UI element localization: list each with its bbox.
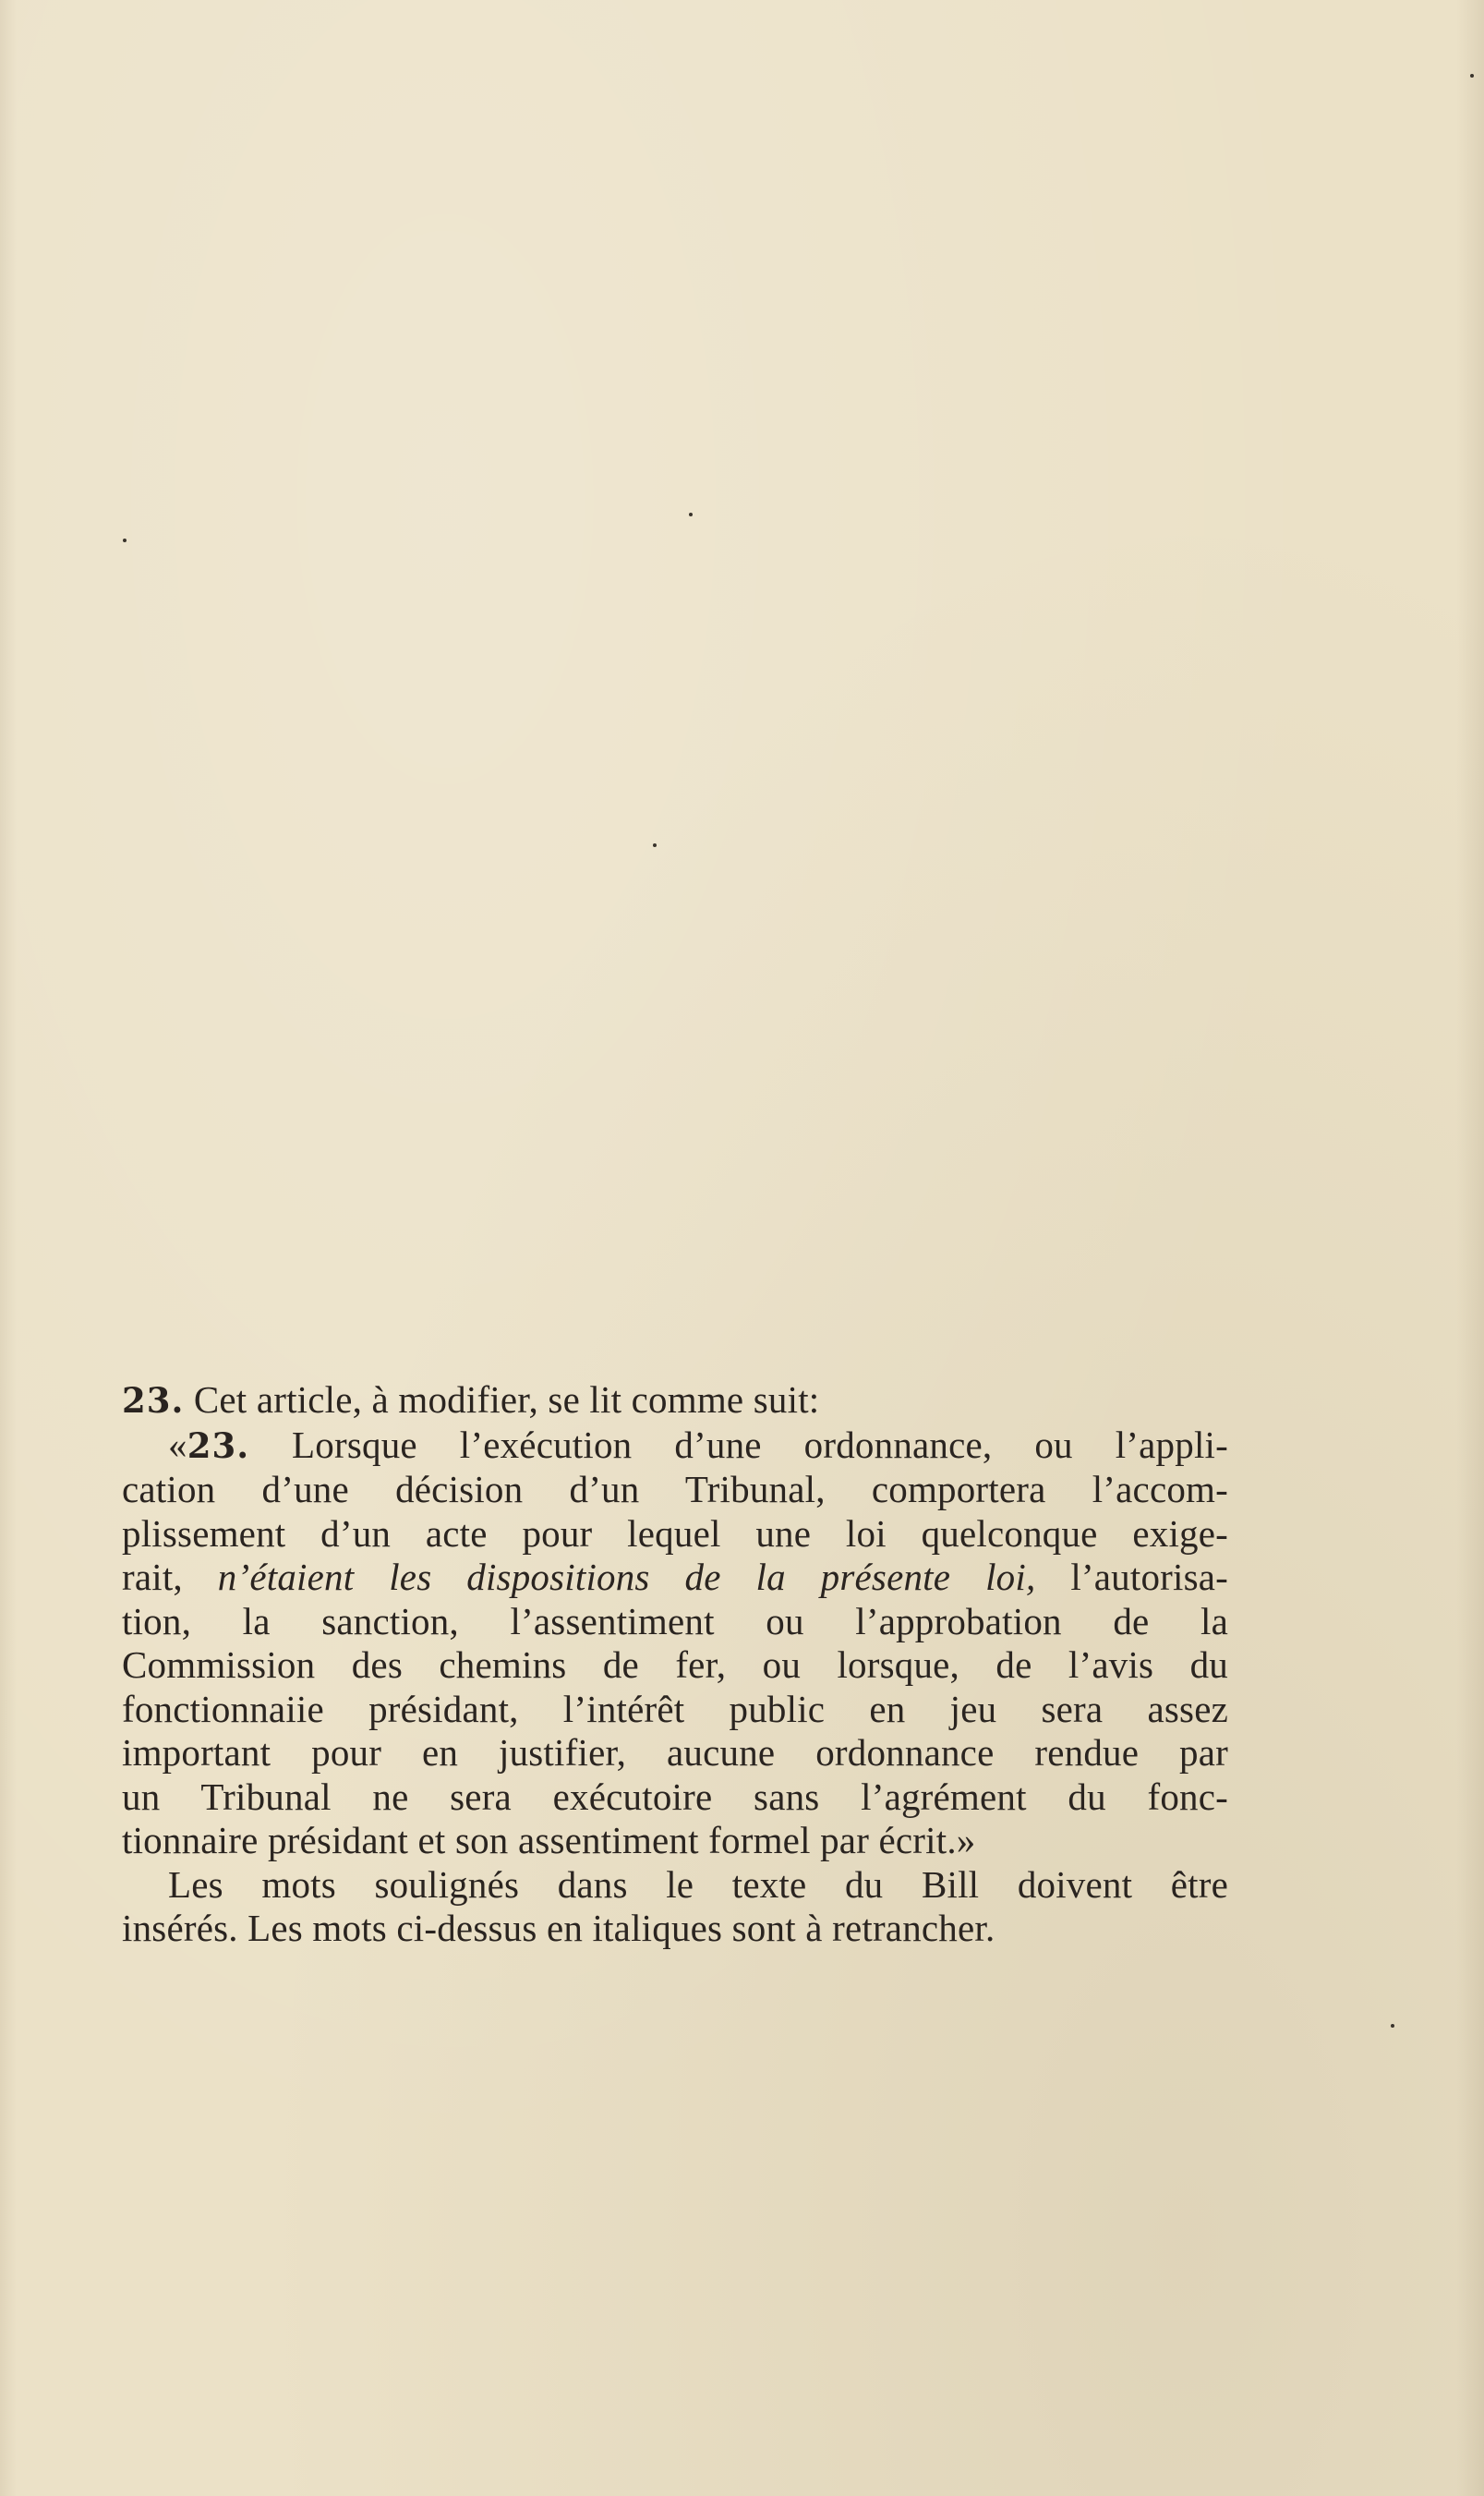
quoted-article-number: 23. [187, 1424, 250, 1466]
struck-italic-text: n’étaient les dispositions de la présente loi, [217, 1556, 1036, 1598]
quoted-article-text: un Tribunal ne sera exécutoire sans l’agrément du fonc- [122, 1775, 1228, 1818]
quoted-article-text: tionnaire présidant et son assentiment formel par écrit.» [122, 1819, 976, 1861]
page-left-shadow [0, 0, 17, 2496]
quoted-article-text: plissement d’un acte pour lequel une loi quelconque exige- [122, 1511, 1228, 1555]
amendment-text [122, 1378, 1228, 1951]
quoted-article-text: important pour en justifier, aucune ordonnance rendue par [122, 1731, 1228, 1774]
article-intro-text: Cet article, à modifier, se lit comme suit: [193, 1378, 820, 1421]
quoted-article-text: Lorsque l’exécution d’une ordonnance, ou l’appli- [292, 1423, 1228, 1466]
quote-open: « [168, 1423, 187, 1466]
quoted-article-line [122, 1731, 1228, 1775]
quoted-article-line [122, 1600, 1228, 1644]
article-intro-line [122, 1378, 1228, 1424]
page-right-shadow [1456, 0, 1484, 2496]
quoted-article-text: rait, [122, 1556, 218, 1598]
editorial-note-text: Les mots soulignés dans le texte du Bill doivent être [168, 1862, 1228, 1906]
quoted-article-text: l’autorisa- [1035, 1556, 1229, 1598]
article-number: 23. [122, 1380, 185, 1421]
quoted-article-line [122, 1512, 1228, 1557]
quoted-article-text: fonctionnaiie présidant, l’intérêt public en jeu sera assez [122, 1687, 1228, 1730]
page-speck [123, 539, 127, 542]
quoted-article-line [122, 1468, 1228, 1512]
quoted-article-text: tion, la sanction, l’assentiment ou l’approbation de la [122, 1599, 1228, 1642]
quoted-article-line [122, 1643, 1228, 1688]
editorial-note-text: insérés. Les mots ci-dessus en italiques sont à retrancher. [122, 1907, 995, 1949]
editorial-note-line [122, 1863, 1228, 1908]
quoted-article-line [122, 1819, 1228, 1863]
page-speck [653, 843, 657, 847]
quoted-article-line [122, 1424, 1228, 1469]
page-speck [1391, 2024, 1394, 2028]
quoted-article-text: Commission des chemins de fer, ou lorsque, de l’avis du [122, 1643, 1228, 1686]
quoted-article-line [122, 1775, 1228, 1820]
page-speck [689, 513, 693, 516]
editorial-note-line [122, 1907, 1228, 1951]
quoted-article-line [122, 1688, 1228, 1732]
quoted-article-text: cation d’une décision d’un Tribunal, comportera l’accom- [122, 1468, 1228, 1510]
quoted-article-line [122, 1556, 1228, 1600]
page-speck [1470, 74, 1474, 78]
